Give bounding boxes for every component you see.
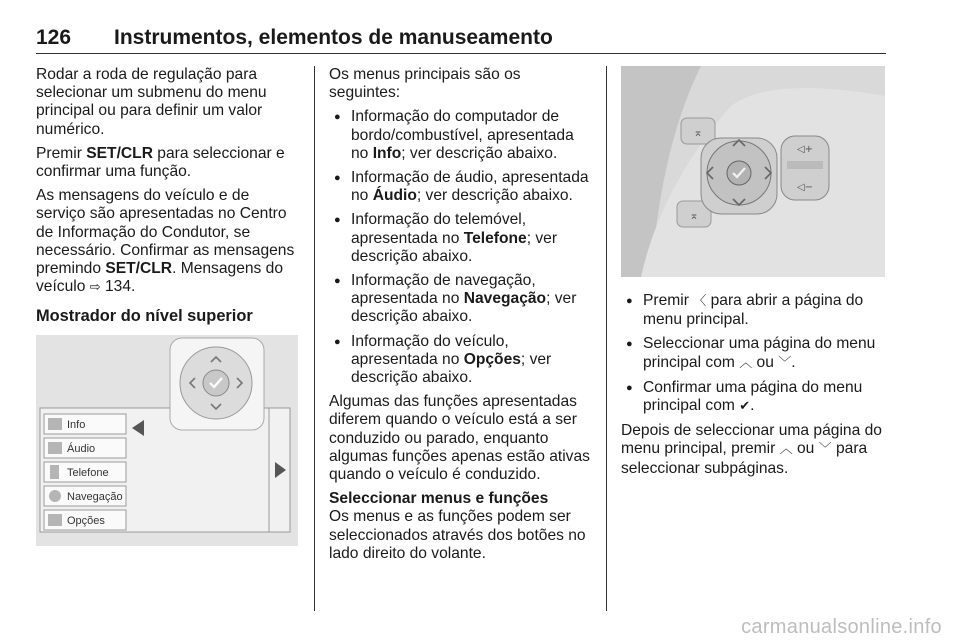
chevron-down-icon: ﹀	[818, 442, 832, 458]
list-item: ● Informação de navegação, apresentada no Navegação; ver descrição abaixo.	[329, 272, 595, 327]
options-icon	[48, 514, 62, 526]
menu-item-phone	[44, 462, 126, 482]
volume-up-icon: ◁+	[796, 144, 814, 155]
svg-text:Navegação: Navegação	[67, 491, 123, 503]
menu-item-navigation	[44, 486, 126, 506]
svg-text:⌅: ⌅	[693, 126, 703, 139]
list-item: ● Seleccionar uma página do menu principal com ︿ ou ﹀.	[621, 335, 891, 372]
svg-text:Telefone: Telefone	[67, 467, 109, 479]
page-number: 126	[36, 26, 72, 49]
steering-wheel-illustration	[621, 66, 885, 277]
section-heading: Seleccionar menus e funções	[329, 490, 549, 508]
header-rule	[36, 53, 886, 54]
column-3	[621, 292, 891, 484]
paragraph: Os menus principais são os seguintes:	[329, 66, 521, 102]
display-menu-svg	[36, 335, 298, 546]
volume-down-icon: ◁−	[796, 182, 814, 193]
paragraph: Os menus e as funções podem ser seleccionados através dos botões no lado direito do volante.	[329, 508, 586, 562]
menu-item-info	[44, 414, 126, 434]
display-illustration	[36, 335, 298, 546]
paragraph: Rodar a roda de regulação para selecionar um submenu do menu principal ou para definir um valor numérico.	[36, 66, 267, 138]
phone-icon	[50, 465, 59, 479]
list-item: ● Premir 〈 para abrir a página do menu principal.	[621, 292, 891, 329]
control-pad-magnified	[170, 338, 264, 430]
page-reference-link[interactable]: 134.	[100, 278, 136, 296]
menu-item-audio	[44, 438, 126, 458]
section-heading: Mostrador do nível superior	[36, 307, 253, 326]
watermark: carmanualsonline.info	[741, 616, 942, 638]
menu-item-options	[44, 510, 126, 530]
svg-text:Info: Info	[67, 419, 86, 431]
steering-wheel-svg	[621, 66, 885, 277]
page-reference-icon: ⇨	[89, 280, 101, 296]
chevron-up-icon: ︿	[779, 442, 793, 458]
info-icon	[48, 418, 62, 430]
page-header	[36, 26, 886, 54]
bullet-list	[329, 108, 595, 387]
list-item: ● Informação do veículo, apresentada no Opções; ver descrição abaixo.	[329, 333, 595, 388]
chevron-up-icon: ︿	[739, 355, 753, 371]
chevron-left-icon: 〈	[693, 294, 707, 309]
column-1	[36, 66, 302, 336]
list-item: ● Confirmar uma página do menu principal com ✔.	[621, 379, 891, 416]
paragraph: Premir SET/CLR para seleccionar e confirmar uma função.	[36, 144, 285, 181]
list-item: ● Informação do telemóvel, apresentada no Telefone; ver descrição abaixo.	[329, 211, 595, 266]
column-2	[329, 66, 595, 569]
paragraph: Algumas das funções apresentadas diferem quando o veículo está a ser conduzido ou parado, enquanto algumas funções apenas estão ativas quando o veículo é conduzido.	[329, 393, 590, 484]
list-item: ● Informação do computador de bordo/combustível, apresentada no Info; ver descrição abaixo.	[329, 108, 595, 163]
paragraph: Depois de seleccionar uma página do menu principal, premir ︿ ou ﹀ para seleccionar subpáginas.	[621, 422, 882, 477]
list-item: ● Informação de áudio, apresentada no Áudio; ver descrição abaixo.	[329, 169, 595, 205]
column-divider	[606, 66, 607, 611]
check-icon: ✔	[739, 399, 751, 415]
paragraph: As mensagens do veículo e de serviço são apresentadas no Centro de Informação do Condutor, se necessário. Confirmar as mensagens premindo SET/CLR. Mensagens do veículo ⇨ 134.	[36, 187, 295, 296]
compass-icon	[49, 490, 61, 502]
music-note-icon	[48, 442, 62, 454]
svg-text:Áudio: Áudio	[67, 443, 96, 455]
chevron-down-icon: ﹀	[778, 355, 792, 371]
svg-text:Opções: Opções	[67, 515, 105, 527]
column-divider	[314, 66, 315, 611]
bullet-list	[621, 292, 891, 416]
svg-text:⌅: ⌅	[689, 209, 699, 222]
page-title: Instrumentos, elementos de manuseamento	[114, 26, 553, 49]
